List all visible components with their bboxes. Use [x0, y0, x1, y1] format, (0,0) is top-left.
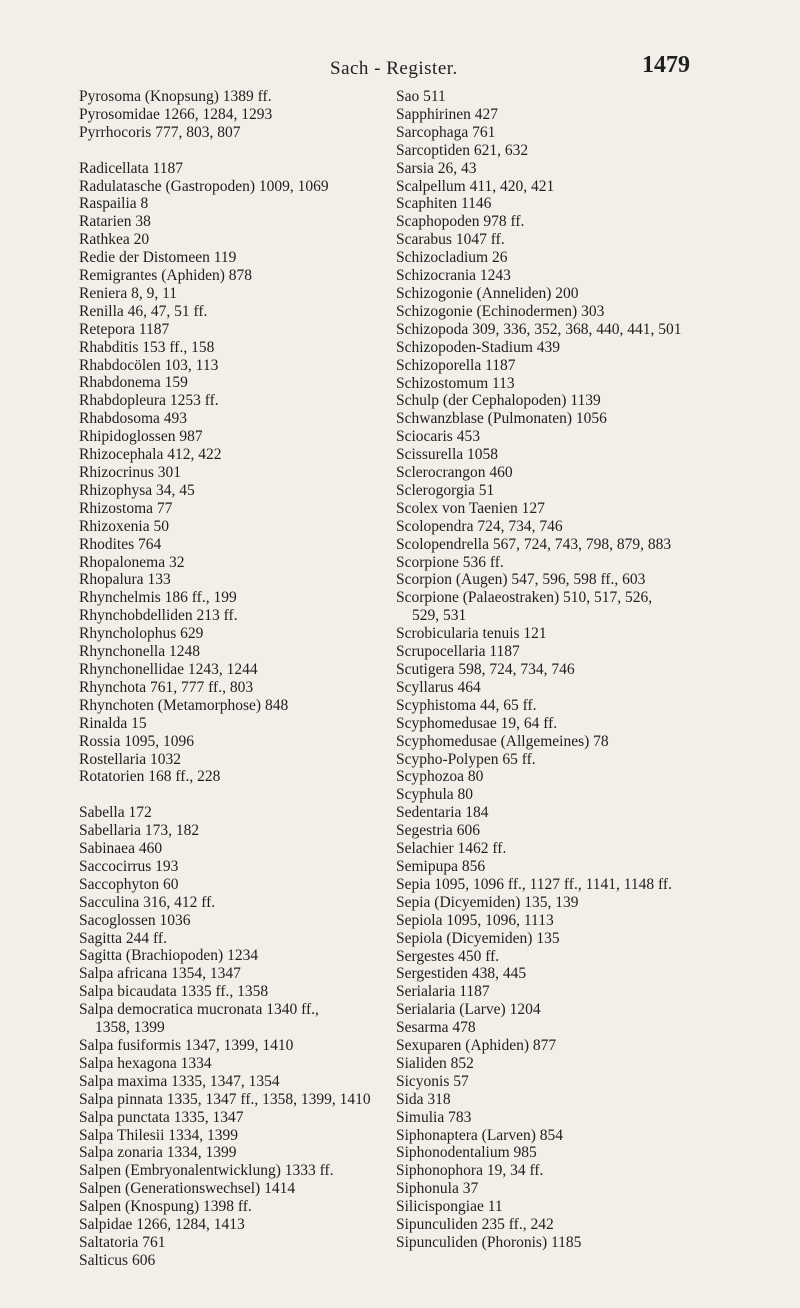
index-entry: Sipunculiden 235 ff., 242 [396, 1216, 554, 1234]
index-entry: Redie der Distomeen 119 [79, 249, 237, 267]
index-entry: Salticus 606 [79, 1251, 156, 1269]
index-entry: Scissurella 1058 [396, 446, 499, 464]
index-entry: Rhabdonema 159 [79, 374, 188, 392]
index-entry: Silicispongiae 11 [396, 1198, 503, 1216]
index-entry: Salpa zonaria 1334, 1399 [79, 1144, 237, 1162]
index-entry: Segestria 606 [396, 822, 480, 840]
index-entry: Rathkea 20 [79, 231, 150, 249]
index-entry: Rhynchota 761, 777 ff., 803 [79, 678, 254, 696]
index-entry: Sapphirinen 427 [396, 105, 499, 123]
index-entry: Sepia (Dicyemiden) 135, 139 [396, 893, 579, 911]
index-entry: Salpen (Embryonalentwicklung) 1333 ff. [79, 1162, 334, 1180]
index-entry: Siphonophora 19, 34 ff. [396, 1162, 544, 1180]
index-entry: Rhizophysa 34, 45 [79, 481, 195, 499]
index-entry: Sclerocrangon 460 [396, 464, 513, 482]
index-entry: Serialaria 1187 [396, 983, 490, 1001]
index-entry: Sabinaea 460 [79, 840, 163, 858]
index-entry: Scolex von Taenien 127 [396, 499, 545, 517]
index-entry: Scyllarus 464 [396, 678, 481, 696]
index-entry: Rhopalonema 32 [79, 553, 185, 571]
index-entry: Schizocrania 1243 [396, 267, 511, 285]
index-entry: Salpa bicaudata 1335 ff., 1358 [79, 983, 269, 1001]
index-entry: Scalpellum 411, 420, 421 [396, 177, 555, 195]
index-entry: Rhodites 764 [79, 535, 162, 553]
index-entry: Scaphiten 1146 [396, 195, 492, 213]
index-entry: Sida 318 [396, 1090, 451, 1108]
index-entry: Salpa democratica mucronata 1340 ff., [79, 1001, 319, 1019]
index-entry: Salpa pinnata 1335, 1347 ff., 1358, 1399, 1410 [79, 1090, 371, 1108]
index-entry: Schizopoda 309, 336, 352, 368, 440, 441, 501 [396, 320, 682, 338]
index-entry: Salpa africana 1354, 1347 [79, 965, 241, 983]
index-entry: Renilla 46, 47, 51 ff. [79, 302, 208, 320]
index-entry: Sexuparen (Aphiden) 877 [396, 1037, 557, 1055]
index-entry: Sao 511 [396, 88, 446, 105]
index-entry: Salpen (Knospung) 1398 ff. [79, 1198, 252, 1216]
index-entry: Sagitta (Brachiopoden) 1234 [79, 947, 259, 965]
index-entry: Scolopendra 724, 734, 746 [396, 517, 563, 535]
index-entry: Rhynchelmis 186 ff., 199 [79, 589, 237, 607]
index-entry: Sipunculiden (Phoronis) 1185 [396, 1234, 582, 1251]
index-entry: Rhyncholophus 629 [79, 625, 204, 643]
index-entry: Rhopalura 133 [79, 571, 171, 589]
index-entry: Retepora 1187 [79, 320, 170, 338]
index-entry: Schulp (der Cephalopoden) 1139 [396, 392, 601, 410]
index-entry: Selachier 1462 ff. [396, 840, 507, 858]
index-entry: Scrobicularia tenuis 121 [396, 625, 547, 643]
index-entry: Siphonodentalium 985 [396, 1144, 537, 1162]
page-number: 1479 [642, 52, 690, 78]
index-entry: Sepiola (Dicyemiden) 135 [396, 929, 560, 947]
index-entry: Salpa maxima 1335, 1347, 1354 [79, 1072, 280, 1090]
index-entry: Simulia 783 [396, 1108, 472, 1126]
index-entry: Siphonaptera (Larven) 854 [396, 1126, 563, 1144]
index-entry: Rhizostoma 77 [79, 499, 173, 517]
index-entry: Saccocirrus 193 [79, 857, 179, 875]
index-entry: Sabellaria 173, 182 [79, 822, 200, 840]
index-entry: Scorpione (Palaeostraken) 510, 517, 526, [396, 589, 653, 607]
index-entry: Schwanzblase (Pulmonaten) 1056 [396, 410, 607, 428]
index-entry: Scyphomedusae 19, 64 ff. [396, 714, 558, 732]
index-entry: Rossia 1095, 1096 [79, 732, 194, 750]
index-entry: Salpa fusiformis 1347, 1399, 1410 [79, 1037, 294, 1054]
index-entry: Scyphula 80 [396, 786, 474, 804]
index-entry: Remigrantes (Aphiden) 878 [79, 267, 253, 285]
index-entry: Rhabditis 153 ff., 158 [79, 338, 215, 356]
index-entry: Rhynchonellidae 1243, 1244 [79, 660, 258, 678]
index-entry: Scyphozoa 80 [396, 768, 484, 786]
index-entry: Radulatasche (Gastropoden) 1009, 1069 [79, 177, 329, 195]
index-entry: Sedentaria 184 [396, 804, 489, 822]
index-entry: Scyphistoma 44, 65 ff. [396, 696, 537, 714]
index-entry: Schizoporella 1187 [396, 356, 516, 374]
index-entry: Sepia 1095, 1096 ff., 1127 ff., 1141, 1148 ff. [396, 875, 672, 893]
index-entry: Sergestiden 438, 445 [396, 965, 527, 983]
index-entry: Sacculina 316, 412 ff. [79, 893, 216, 911]
page-header [0, 52, 800, 82]
index-entry: Rhynchonella 1248 [79, 643, 200, 661]
index-entry: Rhabdopleura 1253 ff. [79, 392, 219, 410]
index-entry: Pyrrhocoris 777, 803, 807 [79, 123, 241, 141]
index-entry: Schizostomum 113 [396, 374, 515, 392]
index-entry: Raspailia 8 [79, 195, 149, 213]
index-entry-continuation: 1358, 1399 [95, 1019, 165, 1037]
index-entry: Schizocladium 26 [396, 249, 508, 267]
index-entry: Rhynchobdelliden 213 ff. [79, 607, 238, 625]
index-entry: Reniera 8, 9, 11 [79, 284, 177, 302]
index-entry: Sicyonis 57 [396, 1072, 469, 1090]
index-entry: Sepiola 1095, 1096, 1113 [396, 911, 554, 929]
index-entry: Rhynchoten (Metamorphose) 848 [79, 696, 289, 714]
running-header-title: Sach - Register. [330, 58, 458, 79]
index-column-left [79, 88, 379, 1270]
index-entry: Scarabus 1047 ff. [396, 231, 505, 249]
index-entry: Sarcoptiden 621, 632 [396, 141, 529, 159]
index-entry: Rhipidoglossen 987 [79, 428, 203, 446]
index-entry: Salpa Thilesii 1334, 1399 [79, 1126, 239, 1144]
index-entry: Scorpione 536 ff. [396, 553, 504, 571]
index-entry: Salpidae 1266, 1284, 1413 [79, 1216, 245, 1234]
index-entry-continuation: 529, 531 [412, 607, 467, 625]
index-entry: Serialaria (Larve) 1204 [396, 1001, 541, 1019]
index-entry: Rhizoxenia 50 [79, 517, 169, 535]
index-entry: Semipupa 856 [396, 857, 486, 875]
index-entry: Pyrosoma (Knopsung) 1389 ff. [79, 88, 272, 105]
index-entry: Rhabdosoma 493 [79, 410, 188, 428]
index-entry: Sagitta 244 ff. [79, 929, 167, 947]
index-entry: Sesarma 478 [396, 1019, 476, 1037]
index-entry: Sergestes 450 ff. [396, 947, 500, 965]
index-entry: Schizogonie (Anneliden) 200 [396, 284, 579, 302]
index-entry: Ratarien 38 [79, 213, 151, 231]
index-entry: Rhabdocölen 103, 113 [79, 356, 219, 374]
index-entry: Sarcophaga 761 [396, 123, 496, 141]
index-entry: Rhizocrinus 301 [79, 464, 182, 482]
index-entry: Rotatorien 168 ff., 228 [79, 768, 221, 786]
index-column-right [396, 88, 756, 1252]
index-entry: Scorpion (Augen) 547, 596, 598 ff., 603 [396, 571, 646, 589]
index-entry: Scolopendrella 567, 724, 743, 798, 879, 883 [396, 535, 672, 553]
index-entry: Sarsia 26, 43 [396, 159, 477, 177]
index-entry: Sialiden 852 [396, 1054, 474, 1072]
index-entry: Saltatoria 761 [79, 1233, 166, 1251]
index-entry: Schizopoden-Stadium 439 [396, 338, 561, 356]
index-entry: Siphonula 37 [396, 1180, 479, 1198]
index-entry: Rhizocephala 412, 422 [79, 446, 222, 464]
index-entry: Salpa punctata 1335, 1347 [79, 1108, 244, 1126]
index-entry: Saccophyton 60 [79, 875, 179, 893]
index-entry: Scyphomedusae (Allgemeines) 78 [396, 732, 609, 750]
index-entry: Sabella 172 [79, 804, 152, 822]
index-entry: Rostellaria 1032 [79, 750, 182, 768]
index-entry: Radicellata 1187 [79, 159, 184, 177]
index-entry: Sacoglossen 1036 [79, 911, 191, 929]
index-entry: Sciocaris 453 [396, 428, 480, 446]
index-entry: Scutigera 598, 724, 734, 746 [396, 661, 575, 678]
index-entry: Scrupocellaria 1187 [396, 643, 520, 661]
index-entry: Pyrosomidae 1266, 1284, 1293 [79, 105, 273, 123]
index-entry: Scypho-Polypen 65 ff. [396, 750, 536, 768]
index-entry: Rinalda 15 [79, 714, 147, 732]
index-entry: Salpa hexagona 1334 [79, 1054, 212, 1072]
index-entry: Scaphopoden 978 ff. [396, 213, 525, 231]
index-entry: Sclerogorgia 51 [396, 481, 495, 499]
index-entry: Schizogonie (Echinodermen) 303 [396, 302, 605, 320]
index-entry: Salpen (Generationswechsel) 1414 [79, 1180, 296, 1198]
